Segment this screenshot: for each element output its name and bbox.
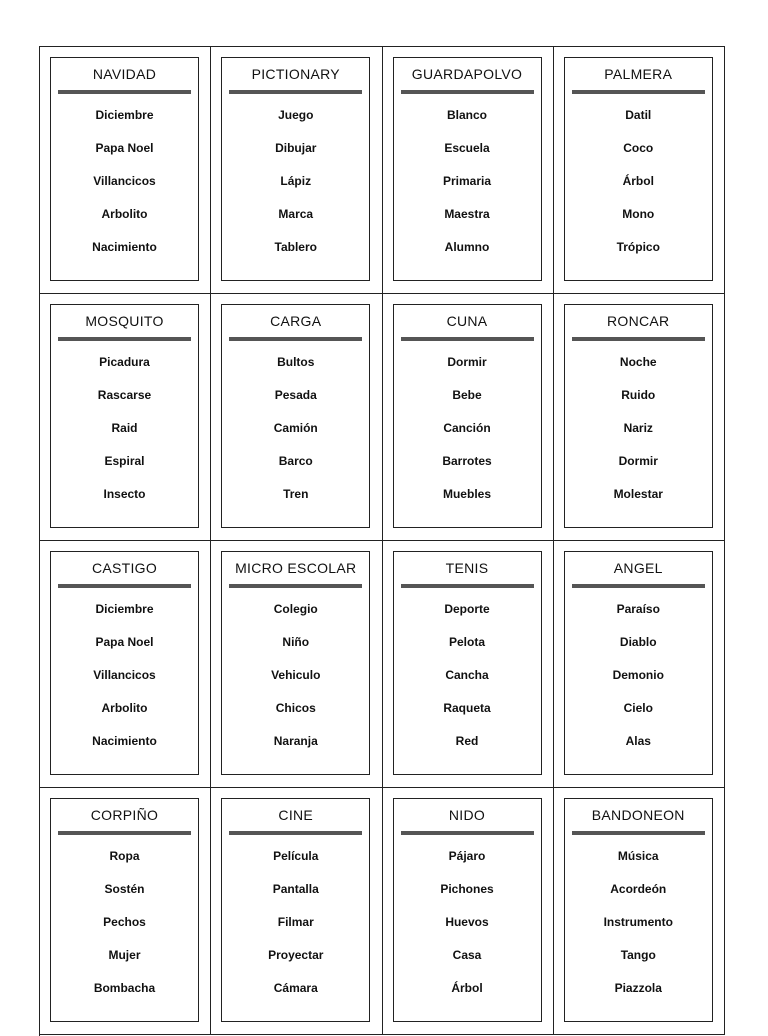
- forbidden-word: Datil: [625, 108, 652, 122]
- forbidden-word: Filmar: [277, 915, 314, 929]
- forbidden-word: Camión: [273, 421, 318, 435]
- forbidden-word: Música: [617, 849, 659, 863]
- forbidden-word: Proyectar: [268, 948, 324, 962]
- forbidden-word-list: [394, 600, 541, 765]
- title-divider: [401, 90, 534, 94]
- card-cell: [211, 788, 382, 1035]
- forbidden-word: Chicos: [275, 701, 316, 715]
- card-sheet: [39, 46, 725, 1036]
- word-card: [50, 798, 199, 1022]
- forbidden-word-list: [222, 353, 369, 518]
- forbidden-word: Juego: [278, 108, 314, 122]
- forbidden-word: Nariz: [623, 421, 653, 435]
- card-title: PALMERA: [604, 66, 673, 82]
- card-cell: [40, 541, 211, 788]
- forbidden-word: Sostén: [104, 882, 145, 896]
- card-title: CUNA: [446, 313, 488, 329]
- forbidden-word: Bultos: [277, 355, 315, 369]
- forbidden-word: Dormir: [447, 355, 487, 369]
- word-card: [50, 551, 199, 775]
- forbidden-word: Alumno: [444, 240, 490, 254]
- title-divider: [229, 337, 362, 341]
- forbidden-word: Pelota: [448, 635, 485, 649]
- forbidden-word: Mono: [622, 207, 655, 221]
- forbidden-word: Pájaro: [448, 849, 486, 863]
- forbidden-word: Tango: [620, 948, 656, 962]
- forbidden-word-list: [394, 353, 541, 518]
- forbidden-word: Diablo: [619, 635, 657, 649]
- card-title: TENIS: [445, 560, 489, 576]
- card-cell: [554, 47, 725, 294]
- forbidden-word: Pesada: [274, 388, 317, 402]
- card-cell: [40, 788, 211, 1035]
- card-cell: [211, 47, 382, 294]
- forbidden-word: Dibujar: [275, 141, 317, 155]
- forbidden-word: Casa: [452, 948, 482, 962]
- card-title: BANDONEON: [591, 807, 685, 823]
- forbidden-word: Cielo: [623, 701, 653, 715]
- word-card: [50, 304, 199, 528]
- forbidden-word: Alas: [625, 734, 651, 748]
- forbidden-word: Ropa: [109, 849, 140, 863]
- forbidden-word-list: [51, 106, 198, 271]
- word-card: [393, 798, 542, 1022]
- forbidden-word: Rascarse: [97, 388, 152, 402]
- title-divider: [58, 831, 191, 835]
- forbidden-word: Noche: [619, 355, 657, 369]
- forbidden-word-list: [565, 847, 712, 1012]
- card-cell: [554, 788, 725, 1035]
- title-divider: [58, 90, 191, 94]
- forbidden-word: Instrumento: [603, 915, 673, 929]
- forbidden-word: Niño: [282, 635, 310, 649]
- title-divider: [572, 584, 705, 588]
- forbidden-word: Árbol: [451, 981, 483, 995]
- card-title: MOSQUITO: [85, 313, 164, 329]
- forbidden-word: Raqueta: [443, 701, 491, 715]
- title-divider: [401, 337, 534, 341]
- card-title: CINE: [278, 807, 314, 823]
- forbidden-word: Barco: [278, 454, 313, 468]
- card-title: CARGA: [270, 313, 322, 329]
- forbidden-word: Piazzola: [614, 981, 662, 995]
- title-divider: [401, 584, 534, 588]
- forbidden-word: Picadura: [99, 355, 150, 369]
- card-cell: [40, 294, 211, 541]
- forbidden-word: Nacimiento: [92, 734, 157, 748]
- forbidden-word: Diciembre: [95, 602, 154, 616]
- card-cell: [211, 541, 382, 788]
- forbidden-word: Papa Noel: [95, 141, 154, 155]
- forbidden-word: Árbol: [622, 174, 654, 188]
- forbidden-word: Villancicos: [93, 668, 156, 682]
- forbidden-word: Naranja: [273, 734, 318, 748]
- forbidden-word: Escuela: [444, 141, 490, 155]
- forbidden-word: Demonio: [612, 668, 664, 682]
- forbidden-word: Tren: [283, 487, 309, 501]
- title-divider: [58, 584, 191, 588]
- card-cell: [554, 294, 725, 541]
- card-cell: [383, 541, 554, 788]
- forbidden-word: Cámara: [273, 981, 318, 995]
- forbidden-word-list: [565, 600, 712, 765]
- forbidden-word: Primaria: [442, 174, 492, 188]
- forbidden-word: Maestra: [444, 207, 490, 221]
- forbidden-word: Tablero: [274, 240, 317, 254]
- forbidden-word: Raid: [111, 421, 138, 435]
- forbidden-word: Arbolito: [101, 701, 148, 715]
- card-title: CORPIÑO: [90, 807, 159, 823]
- word-card: [221, 551, 370, 775]
- forbidden-word: Película: [273, 849, 319, 863]
- word-card: [564, 57, 713, 281]
- title-divider: [229, 584, 362, 588]
- card-title: ANGEL: [613, 560, 663, 576]
- card-cell: [383, 788, 554, 1035]
- forbidden-word: Canción: [443, 421, 491, 435]
- card-title: CASTIGO: [91, 560, 158, 576]
- forbidden-word: Ruido: [621, 388, 656, 402]
- forbidden-word: Diciembre: [95, 108, 154, 122]
- word-card: [221, 57, 370, 281]
- forbidden-word-list: [394, 847, 541, 1012]
- card-title: NAVIDAD: [92, 66, 157, 82]
- word-card: [564, 551, 713, 775]
- forbidden-word: Pechos: [103, 915, 146, 929]
- forbidden-word: Coco: [623, 141, 654, 155]
- word-card: [221, 304, 370, 528]
- card-cell: [40, 47, 211, 294]
- forbidden-word: Cancha: [445, 668, 489, 682]
- forbidden-word: Espiral: [104, 454, 145, 468]
- card-cell: [554, 541, 725, 788]
- title-divider: [58, 337, 191, 341]
- title-divider: [229, 90, 362, 94]
- card-title: MICRO ESCOLAR: [235, 560, 357, 576]
- forbidden-word: Trópico: [616, 240, 660, 254]
- forbidden-word: Bombacha: [93, 981, 156, 995]
- word-card: [564, 304, 713, 528]
- card-cell: [383, 294, 554, 541]
- forbidden-word-list: [51, 600, 198, 765]
- title-divider: [572, 337, 705, 341]
- forbidden-word: Blanco: [446, 108, 487, 122]
- forbidden-word: Red: [455, 734, 479, 748]
- word-card: [50, 57, 199, 281]
- forbidden-word: Colegio: [273, 602, 318, 616]
- forbidden-word-list: [394, 106, 541, 271]
- forbidden-word: Villancicos: [93, 174, 156, 188]
- forbidden-word: Pichones: [440, 882, 494, 896]
- forbidden-word: Paraíso: [616, 602, 660, 616]
- forbidden-word: Muebles: [442, 487, 491, 501]
- forbidden-word-list: [51, 353, 198, 518]
- title-divider: [229, 831, 362, 835]
- title-divider: [572, 90, 705, 94]
- forbidden-word-list: [222, 847, 369, 1012]
- forbidden-word-list: [222, 600, 369, 765]
- card-cell: [211, 294, 382, 541]
- card-title: GUARDAPOLVO: [411, 66, 523, 82]
- forbidden-word: Marca: [278, 207, 314, 221]
- forbidden-word-list: [222, 106, 369, 271]
- forbidden-word: Vehiculo: [271, 668, 321, 682]
- forbidden-word: Bebe: [452, 388, 482, 402]
- forbidden-word: Arbolito: [101, 207, 148, 221]
- forbidden-word: Pantalla: [272, 882, 319, 896]
- word-card: [564, 798, 713, 1022]
- forbidden-word-list: [51, 847, 198, 1012]
- card-title: RONCAR: [607, 313, 670, 329]
- forbidden-word: Insecto: [103, 487, 146, 501]
- word-card: [221, 798, 370, 1022]
- forbidden-word: Mujer: [108, 948, 141, 962]
- title-divider: [401, 831, 534, 835]
- forbidden-word: Acordeón: [610, 882, 667, 896]
- word-card: [393, 304, 542, 528]
- word-card: [393, 57, 542, 281]
- title-divider: [572, 831, 705, 835]
- forbidden-word: Lápiz: [280, 174, 312, 188]
- forbidden-word: Molestar: [613, 487, 663, 501]
- word-card: [393, 551, 542, 775]
- card-cell: [383, 47, 554, 294]
- forbidden-word: Deporte: [444, 602, 490, 616]
- forbidden-word: Papa Noel: [95, 635, 154, 649]
- forbidden-word-list: [565, 353, 712, 518]
- forbidden-word: Huevos: [445, 915, 489, 929]
- forbidden-word: Nacimiento: [92, 240, 157, 254]
- forbidden-word: Barrotes: [442, 454, 492, 468]
- card-title: PICTIONARY: [251, 66, 340, 82]
- forbidden-word: Dormir: [618, 454, 658, 468]
- forbidden-word-list: [565, 106, 712, 271]
- card-title: NIDO: [448, 807, 486, 823]
